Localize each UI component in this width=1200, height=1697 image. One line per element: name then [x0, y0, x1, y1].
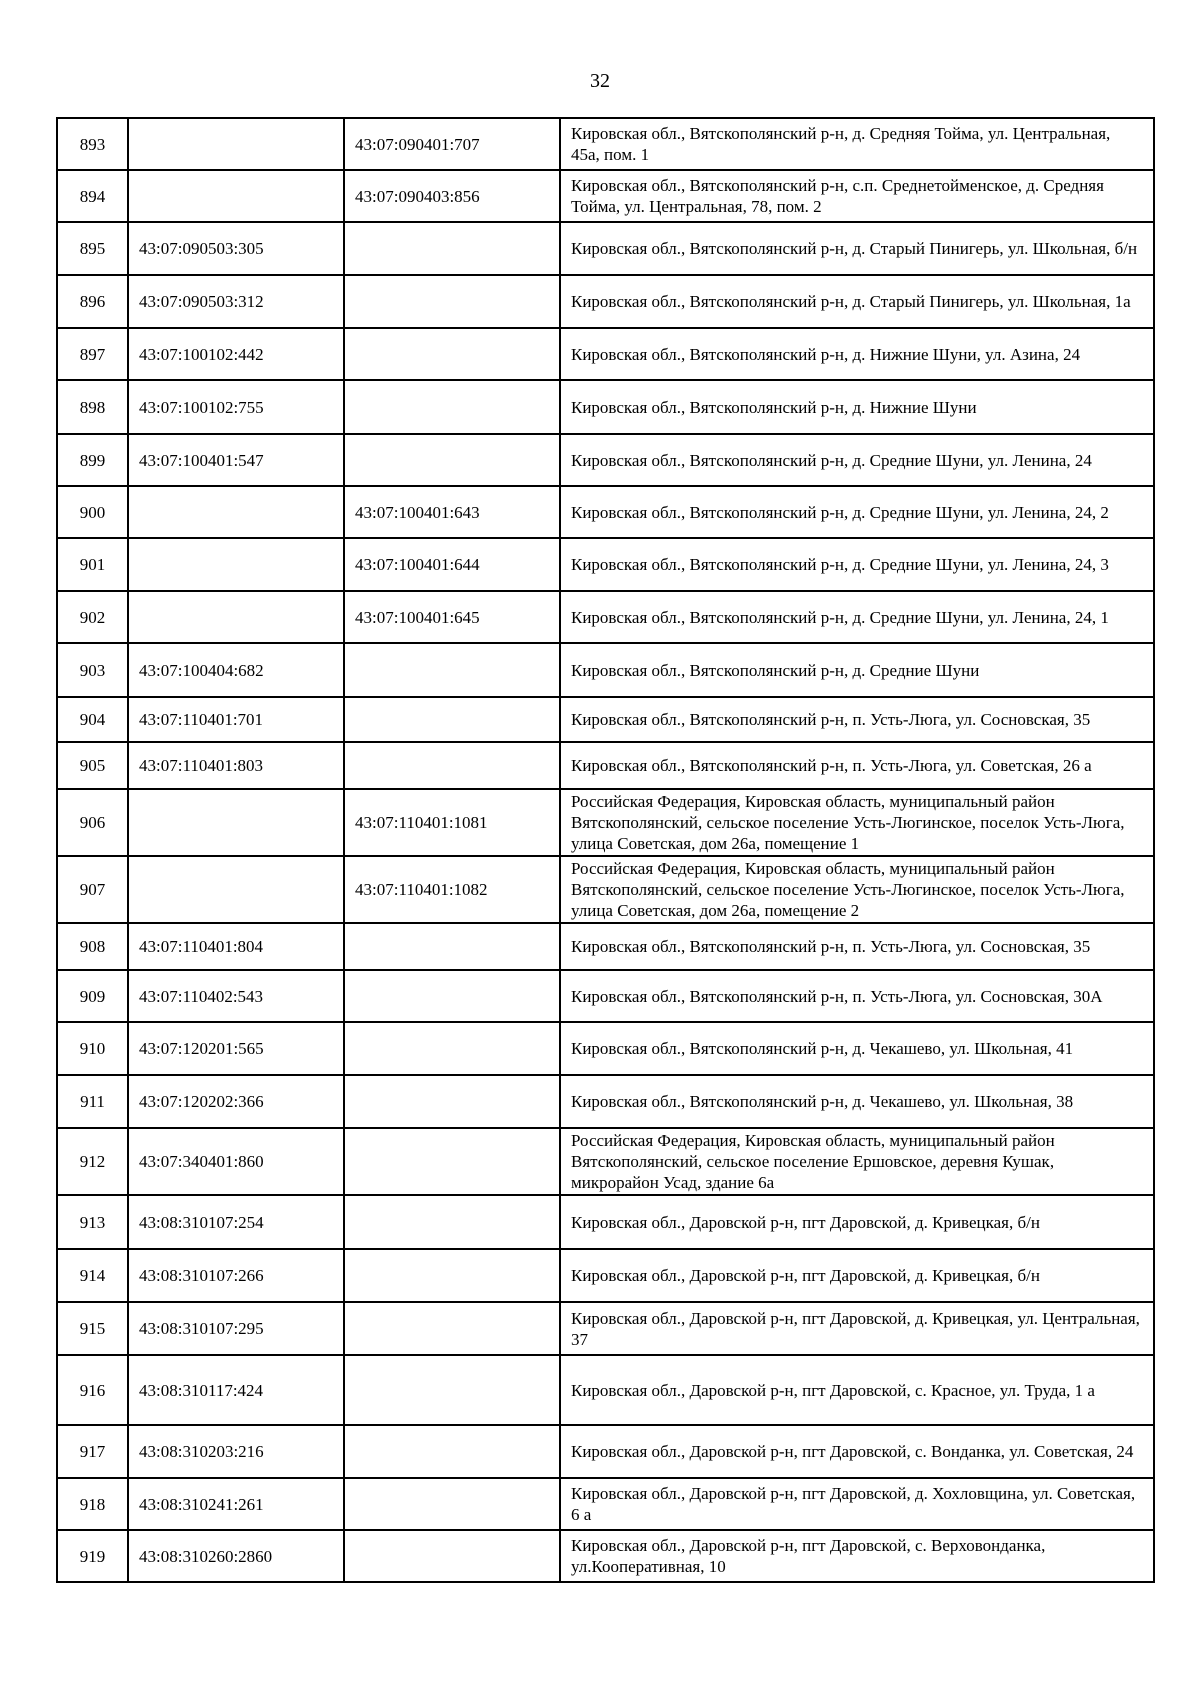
table-row	[57, 434, 1154, 486]
cadastral-number: 43:07:100102:755	[128, 380, 344, 434]
cadastral-number: 43:08:310260:2860	[128, 1530, 344, 1582]
cadastral-number-premises: 43:07:110401:1081	[344, 789, 560, 856]
table-row	[57, 170, 1154, 222]
address: Кировская обл., Вятскополянский р-н, д. Средние Шуни	[560, 643, 1154, 697]
table-row	[57, 1128, 1154, 1195]
cadastral-number	[128, 538, 344, 591]
cadastral-number-premises	[344, 380, 560, 434]
row-number: 893	[57, 118, 128, 170]
cadastral-number-premises	[344, 742, 560, 789]
row-number: 910	[57, 1022, 128, 1075]
row-number: 895	[57, 222, 128, 275]
row-number: 898	[57, 380, 128, 434]
cadastral-number-premises: 43:07:090403:856	[344, 170, 560, 222]
table-row	[57, 789, 1154, 856]
address: Кировская обл., Вятскополянский р-н, п. Усть-Люга, ул. Советская, 26 а	[560, 742, 1154, 789]
cadastral-number-premises	[344, 1425, 560, 1478]
cadastral-number-premises	[344, 1478, 560, 1530]
address: Кировская обл., Вятскополянский р-н, д. Средние Шуни, ул. Ленина, 24	[560, 434, 1154, 486]
cadastral-number: 43:08:310203:216	[128, 1425, 344, 1478]
table-row	[57, 1022, 1154, 1075]
address: Кировская обл., Даровской р-н, пгт Даровской, с. Верховонданка, ул.Кооперативная, 10	[560, 1530, 1154, 1582]
address: Кировская обл., Даровской р-н, пгт Даровской, д. Хохловщина, ул. Советская, 6 а	[560, 1478, 1154, 1530]
address: Российская Федерация, Кировская область, муниципальный район Вятскополянский, сельское поселение Ершовское, деревня Кушак, микрорайон Усад, здание 6а	[560, 1128, 1154, 1195]
table-row	[57, 328, 1154, 380]
cadastral-number	[128, 789, 344, 856]
row-number: 916	[57, 1355, 128, 1425]
row-number: 894	[57, 170, 128, 222]
address: Кировская обл., Вятскополянский р-н, с.п. Среднетойменское, д. Средняя Тойма, ул. Центральная, 78, пом. 2	[560, 170, 1154, 222]
table-row	[57, 275, 1154, 328]
address: Кировская обл., Даровской р-н, пгт Даровской, д. Кривецкая, ул. Центральная, 37	[560, 1302, 1154, 1355]
table-row	[57, 538, 1154, 591]
row-number: 911	[57, 1075, 128, 1128]
table-row	[57, 380, 1154, 434]
cadastral-number-premises	[344, 1249, 560, 1302]
cadastral-number-premises: 43:07:090401:707	[344, 118, 560, 170]
address: Кировская обл., Вятскополянский р-н, д. Чекашево, ул. Школьная, 38	[560, 1075, 1154, 1128]
cadastral-number: 43:07:090503:305	[128, 222, 344, 275]
cadastral-number-premises	[344, 1022, 560, 1075]
table-row	[57, 486, 1154, 538]
row-number: 918	[57, 1478, 128, 1530]
cadastral-number: 43:07:090503:312	[128, 275, 344, 328]
address: Кировская обл., Вятскополянский р-н, д. Средние Шуни, ул. Ленина, 24, 3	[560, 538, 1154, 591]
cadastral-number-premises	[344, 1195, 560, 1249]
cadastral-number-premises	[344, 1128, 560, 1195]
row-number: 906	[57, 789, 128, 856]
page-number: 32	[590, 70, 610, 92]
cadastral-number-premises	[344, 434, 560, 486]
table-row	[57, 1478, 1154, 1530]
row-number: 899	[57, 434, 128, 486]
cadastral-number: 43:07:100401:547	[128, 434, 344, 486]
cadastral-number-premises	[344, 328, 560, 380]
address: Кировская обл., Вятскополянский р-н, п. Усть-Люга, ул. Сосновская, 35	[560, 923, 1154, 970]
row-number: 917	[57, 1425, 128, 1478]
cadastral-number-premises	[344, 697, 560, 742]
cadastral-number: 43:07:120201:565	[128, 1022, 344, 1075]
cadastral-number: 43:07:340401:860	[128, 1128, 344, 1195]
table-row	[57, 1249, 1154, 1302]
cadastral-number: 43:07:110401:701	[128, 697, 344, 742]
registry-table	[56, 117, 1155, 1583]
cadastral-number: 43:07:110401:803	[128, 742, 344, 789]
table-row	[57, 1530, 1154, 1582]
row-number: 905	[57, 742, 128, 789]
row-number: 919	[57, 1530, 128, 1582]
cadastral-number-premises	[344, 222, 560, 275]
cadastral-number-premises	[344, 643, 560, 697]
cadastral-number: 43:08:310107:295	[128, 1302, 344, 1355]
address: Кировская обл., Вятскополянский р-н, д. Средние Шуни, ул. Ленина, 24, 2	[560, 486, 1154, 538]
cadastral-number	[128, 856, 344, 923]
cadastral-number-premises: 43:07:110401:1082	[344, 856, 560, 923]
address: Российская Федерация, Кировская область, муниципальный район Вятскополянский, сельское поселение Усть-Люгинское, поселок Усть-Люга, улица Советская, дом 26а, помещение 2	[560, 856, 1154, 923]
cadastral-number: 43:08:310117:424	[128, 1355, 344, 1425]
cadastral-number: 43:08:310107:254	[128, 1195, 344, 1249]
cadastral-number	[128, 486, 344, 538]
address: Кировская обл., Вятскополянский р-н, д. Старый Пинигерь, ул. Школьная, 1а	[560, 275, 1154, 328]
address: Кировская обл., Вятскополянский р-н, д. Средняя Тойма, ул. Центральная, 45а, пом. 1	[560, 118, 1154, 170]
table-row	[57, 1075, 1154, 1128]
address: Кировская обл., Даровской р-н, пгт Даровской, д. Кривецкая, б/н	[560, 1249, 1154, 1302]
cadastral-number-premises: 43:07:100401:645	[344, 591, 560, 643]
cadastral-number	[128, 118, 344, 170]
table-row	[57, 1425, 1154, 1478]
table-row	[57, 923, 1154, 970]
cadastral-number: 43:07:100404:682	[128, 643, 344, 697]
row-number: 909	[57, 970, 128, 1022]
address: Кировская обл., Вятскополянский р-н, п. Усть-Люга, ул. Сосновская, 35	[560, 697, 1154, 742]
row-number: 912	[57, 1128, 128, 1195]
address: Российская Федерация, Кировская область, муниципальный район Вятскополянский, сельское поселение Усть-Люгинское, поселок Усть-Люга, улица Советская, дом 26а, помещение 1	[560, 789, 1154, 856]
row-number: 907	[57, 856, 128, 923]
row-number: 913	[57, 1195, 128, 1249]
cadastral-number-premises: 43:07:100401:644	[344, 538, 560, 591]
cadastral-number-premises	[344, 275, 560, 328]
row-number: 915	[57, 1302, 128, 1355]
row-number: 914	[57, 1249, 128, 1302]
cadastral-number: 43:07:100102:442	[128, 328, 344, 380]
registry-table-body	[57, 118, 1154, 1582]
address: Кировская обл., Вятскополянский р-н, д. Нижние Шуни	[560, 380, 1154, 434]
table-row	[57, 222, 1154, 275]
cadastral-number-premises	[344, 1302, 560, 1355]
cadastral-number-premises	[344, 970, 560, 1022]
table-row	[57, 697, 1154, 742]
address: Кировская обл., Даровской р-н, пгт Даровской, с. Вонданка, ул. Советская, 24	[560, 1425, 1154, 1478]
cadastral-number-premises	[344, 1530, 560, 1582]
row-number: 902	[57, 591, 128, 643]
cadastral-number-premises	[344, 923, 560, 970]
cadastral-number: 43:08:310107:266	[128, 1249, 344, 1302]
cadastral-number: 43:07:120202:366	[128, 1075, 344, 1128]
address: Кировская обл., Вятскополянский р-н, д. Чекашево, ул. Школьная, 41	[560, 1022, 1154, 1075]
cadastral-number	[128, 591, 344, 643]
row-number: 901	[57, 538, 128, 591]
table-row	[57, 1195, 1154, 1249]
address: Кировская обл., Вятскополянский р-н, д. Нижние Шуни, ул. Азина, 24	[560, 328, 1154, 380]
table-row	[57, 643, 1154, 697]
row-number: 897	[57, 328, 128, 380]
table-row	[57, 856, 1154, 923]
cadastral-number: 43:07:110401:804	[128, 923, 344, 970]
table-row	[57, 970, 1154, 1022]
table-row	[57, 1355, 1154, 1425]
address: Кировская обл., Вятскополянский р-н, п. Усть-Люга, ул. Сосновская, 30А	[560, 970, 1154, 1022]
cadastral-number-premises	[344, 1075, 560, 1128]
cadastral-number: 43:07:110402:543	[128, 970, 344, 1022]
cadastral-number: 43:08:310241:261	[128, 1478, 344, 1530]
table-row	[57, 1302, 1154, 1355]
row-number: 904	[57, 697, 128, 742]
table-row	[57, 591, 1154, 643]
table-row	[57, 118, 1154, 170]
address: Кировская обл., Вятскополянский р-н, д. Старый Пинигерь, ул. Школьная, б/н	[560, 222, 1154, 275]
row-number: 900	[57, 486, 128, 538]
cadastral-number-premises	[344, 1355, 560, 1425]
cadastral-number	[128, 170, 344, 222]
row-number: 903	[57, 643, 128, 697]
address: Кировская обл., Вятскополянский р-н, д. Средние Шуни, ул. Ленина, 24, 1	[560, 591, 1154, 643]
row-number: 908	[57, 923, 128, 970]
address: Кировская обл., Даровской р-н, пгт Даровской, д. Кривецкая, б/н	[560, 1195, 1154, 1249]
address: Кировская обл., Даровской р-н, пгт Даровской, с. Красное, ул. Труда, 1 а	[560, 1355, 1154, 1425]
table-row	[57, 742, 1154, 789]
row-number: 896	[57, 275, 128, 328]
cadastral-number-premises: 43:07:100401:643	[344, 486, 560, 538]
